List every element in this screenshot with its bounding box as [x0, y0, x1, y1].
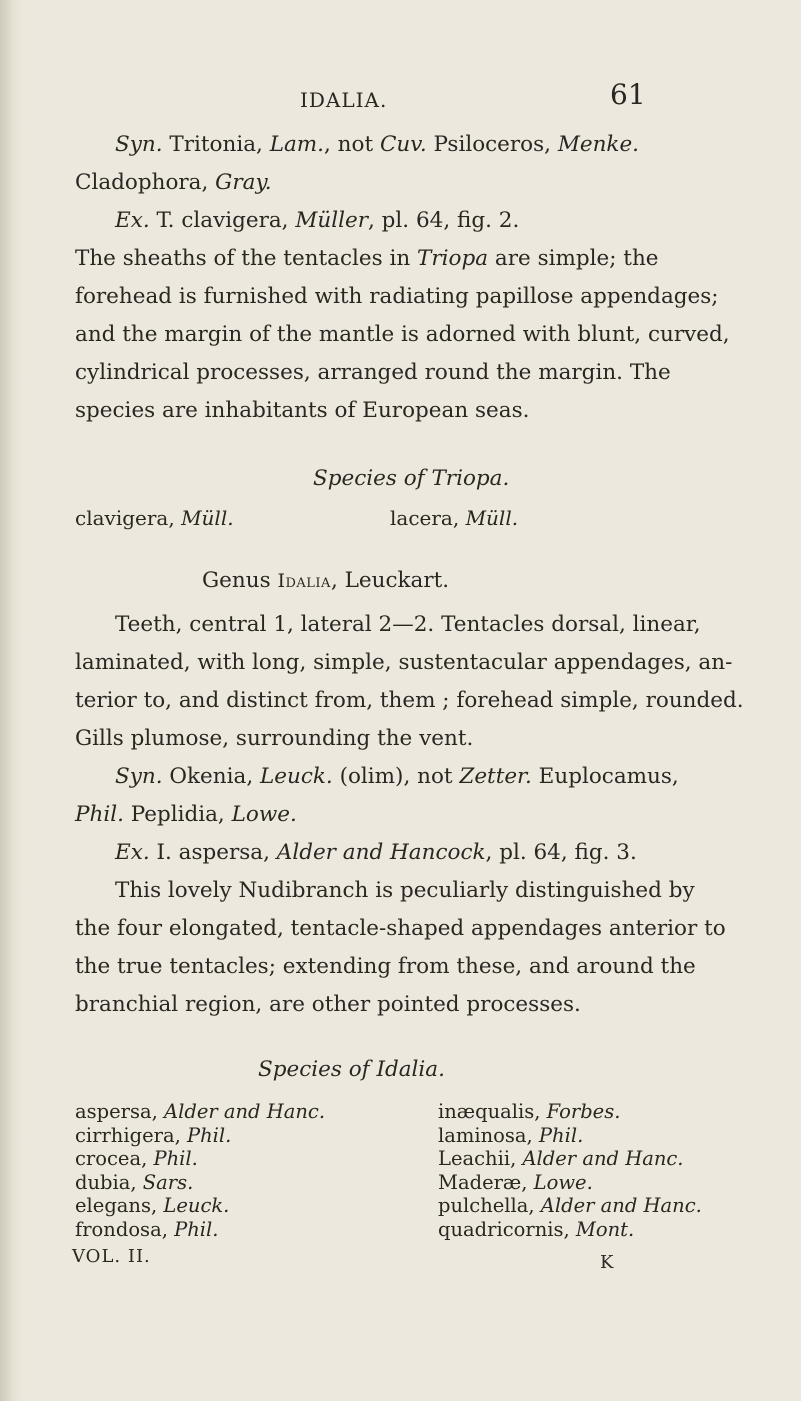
species-heading: Species of Idalia. [258, 1057, 445, 1082]
description-line: cylindrical processes, arranged round the margin. The [75, 360, 671, 385]
species-list-left [75, 1100, 325, 1241]
description-line: terior to, and distinct from, them ; forehead simple, rounded. [75, 688, 744, 713]
species-item: clavigera, Müll. [75, 506, 234, 530]
species-item: quadricornis, Mont. [438, 1217, 635, 1241]
remarks-line: the true tentacles; extending from these, and around the [75, 954, 696, 979]
synonyms-line-1: Syn. Tritonia, Lam., not Cuv. Psiloceros, Menke. [115, 132, 640, 157]
example-line: Ex. I. aspersa, Alder and Hancock, pl. 64, fig. 3. [115, 840, 637, 865]
example-line: Ex. T. clavigera, Müller, pl. 64, fig. 2. [115, 208, 520, 233]
remarks-line: branchial region, are other pointed processes. [75, 992, 581, 1017]
species-item: elegans, Leuck. [75, 1194, 230, 1217]
species-item: inæqualis, Forbes. [438, 1100, 621, 1123]
remarks-line: the four elongated, tentacle-shaped appendages anterior to [75, 916, 726, 941]
species-item: Leachii, Alder and Hanc. [438, 1147, 684, 1170]
species-item: crocea, Phil. [75, 1147, 198, 1170]
species-item: dubia, Sars. [75, 1170, 194, 1194]
species-list-right [438, 1100, 702, 1241]
volume-footer: VOL. II. [72, 1246, 151, 1267]
page-number: 61 [610, 78, 646, 111]
species-item: lacera, Müll. [390, 506, 519, 530]
running-header: IDALIA. [300, 88, 388, 112]
description-line: and the margin of the mantle is adorned with blunt, curved, [75, 322, 730, 347]
remarks-line: This lovely Nudibranch is peculiarly distinguished by [115, 878, 695, 903]
species-item: cirrhigera, Phil. [75, 1123, 232, 1147]
synonyms-line-1: Syn. Okenia, Leuck. (olim), not Zetter. Euplocamus, [115, 764, 679, 789]
description-line: laminated, with long, simple, sustentacular appendages, an- [75, 650, 733, 675]
species-item: laminosa, Phil. [438, 1123, 584, 1147]
synonyms-line-2: Phil. Peplidia, Lowe. [75, 802, 297, 827]
species-item: pulchella, Alder and Hanc. [438, 1194, 702, 1217]
description-line: The sheaths of the tentacles in Triopa are simple; the [75, 246, 659, 271]
species-item: aspersa, Alder and Hanc. [75, 1100, 326, 1123]
description-line: Gills plumose, surrounding the vent. [75, 726, 474, 751]
description-line: Teeth, central 1, lateral 2—2. Tentacles dorsal, linear, [115, 612, 701, 637]
genus-heading: Genus Idalia, Leuckart. [202, 568, 450, 593]
description-line: species are inhabitants of European seas. [75, 398, 530, 423]
description-line: forehead is furnished with radiating papillose appendages; [75, 284, 719, 309]
species-item: Maderæ, Lowe. [438, 1170, 593, 1194]
species-item: frondosa, Phil. [75, 1217, 219, 1241]
species-heading: Species of Triopa. [313, 466, 510, 491]
signature-mark: K [600, 1252, 615, 1273]
synonyms-line-2: Cladophora, Gray. [75, 170, 272, 195]
